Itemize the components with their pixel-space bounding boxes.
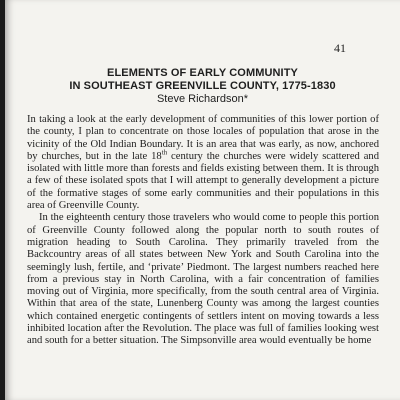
paragraph-2: In the eighteenth century those travelers who would come to people this portion of Greenville County followed along the popular north to south routes of migration heading to South Carolina. They primarily traveled from the Backcountry areas of all states between New York and South Carolina into the seemingly lush, fertile, and ‘private’ Piedmont. The largest numbers reached here from a previous stay in North Carolina, with a fair concentration of families moving out of Virginia, more specifically, from the south central area of Virginia. Within that area of the state, Lunenberg County was among the largest counties which contained energetic contingents of settlers intent on moving towards a less inhibited location after the Revolution. The place was full of families looking west and south for a better situation. The Simpsonville area would eventually be home: [27, 212, 379, 347]
document-page: [5, 0, 400, 400]
ordinal-suffix: th: [161, 148, 168, 157]
paragraph-1: [27, 114, 379, 212]
page-number: 41: [334, 41, 346, 55]
article-title-line-2: IN SOUTHEAST GREENVILLE COUNTY, 1775-1830: [69, 80, 336, 92]
author-name: Steve Richardson*: [156, 93, 249, 105]
article-body: [27, 114, 379, 348]
paragraph-1-text-a: In taking a look at the early development of communities of this lower portion of the county, I plan to concentrate on those locales of population that arose in the vicinity of the Old Indian Boundary. It is an area that was early, as now, anchored by churches, but in the late 18: [27, 114, 379, 162]
paragraph-1-text-b: century the churches were widely scattered and isolated with little more than forests and fields existing between them. It is through a few of these isolated spots that I will attempt to generally development a picture of the formative stages of some early communities and their populations in this area of Greenville County.: [27, 150, 379, 212]
article-title-line-1: ELEMENTS OF EARLY COMMUNITY: [107, 67, 298, 79]
